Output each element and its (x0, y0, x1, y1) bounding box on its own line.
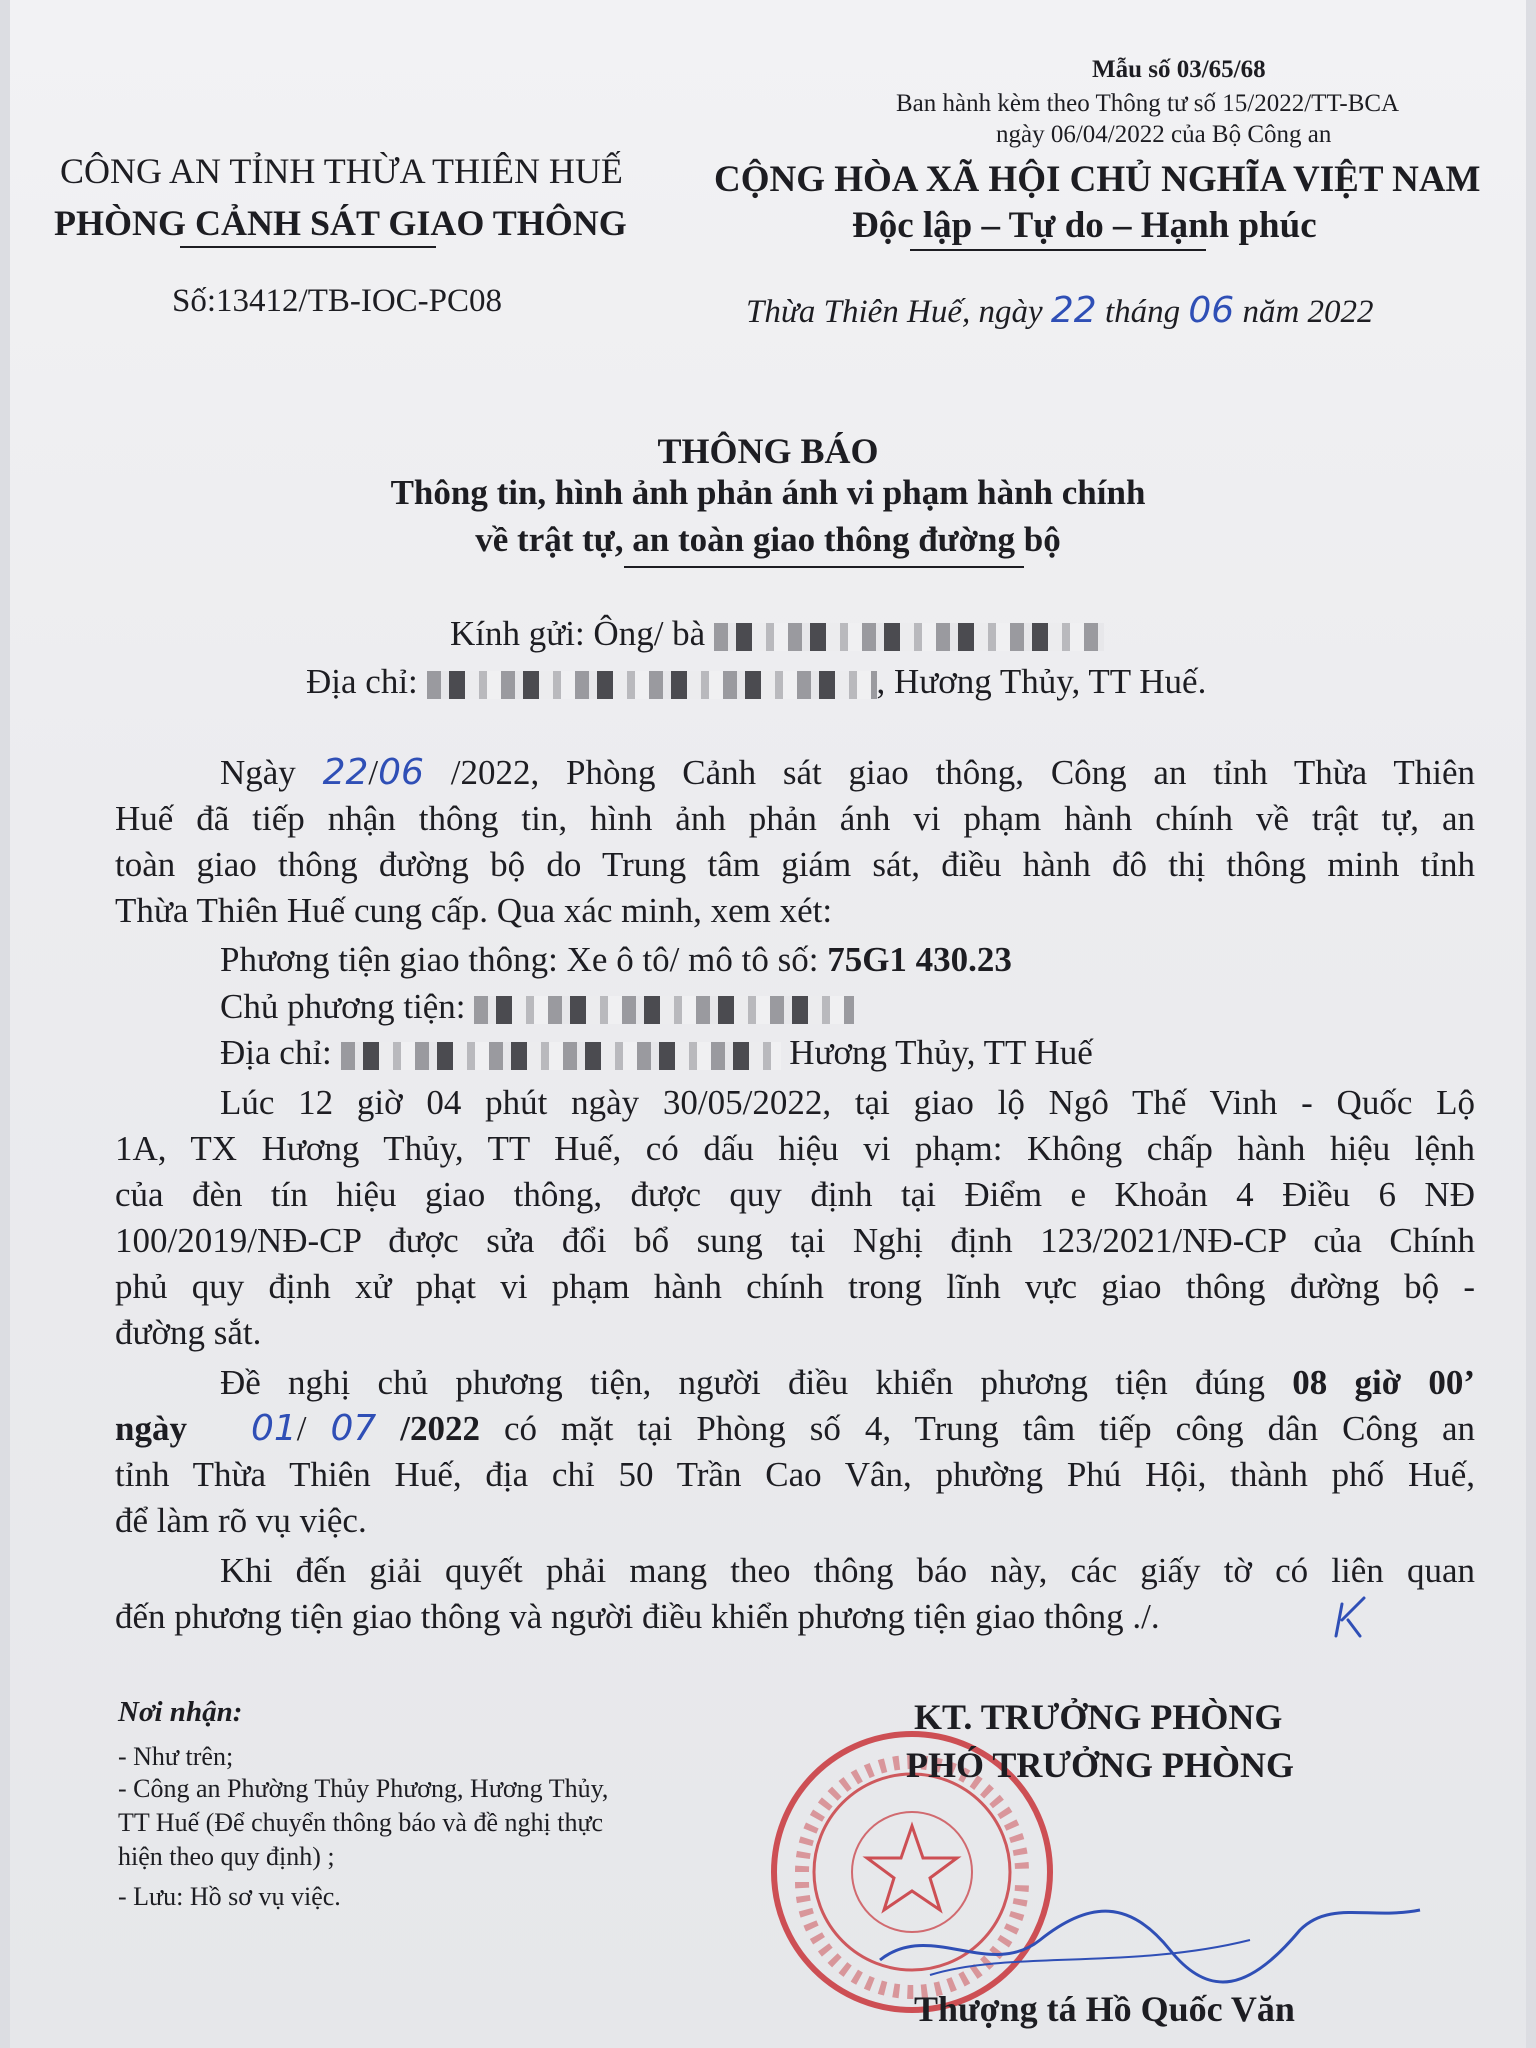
vehicle-label: Phương tiện giao thông: Xe ô tô/ mô tô số: (220, 940, 819, 979)
violation-line-4: 100/2019/NĐ-CP được sửa đổi bổ sung tại Nghị định 123/2021/NĐ-CP của Chính (115, 1221, 1475, 1260)
recipient-address-suffix: , Hương Thủy, TT Huế. (876, 662, 1207, 701)
signer-name: Thượng tá Hồ Quốc Văn (914, 1989, 1295, 2029)
vehicle-line (220, 940, 1012, 980)
recipients-item-2a: - Công an Phường Thủy Phương, Hương Thủy, (118, 1774, 609, 1803)
place-date (746, 290, 1374, 331)
violation-line-6: đường sắt. (115, 1313, 262, 1352)
violation-paragraph (115, 1080, 1475, 1356)
header-rule-right (910, 249, 1206, 251)
document-subtitle-2: về trật tự, an toàn giao thông đường bộ (475, 520, 1061, 559)
request-line-1 (115, 1360, 1475, 1406)
intro-day-handwritten: 22 (322, 752, 369, 793)
date-day-handwritten: 22 (1050, 290, 1097, 331)
owner-address-label: Địa chỉ: (220, 1033, 332, 1072)
violation-line-1: Lúc 12 giờ 04 phút ngày 30/05/2022, tại giao lộ Ngô Thế Vinh - Quốc Lộ (220, 1083, 1475, 1122)
closing-line-2: đến phương tiện giao thông và người điều khiển phương tiện giao thông ./. (115, 1597, 1160, 1636)
date-month-label: tháng (1104, 294, 1181, 330)
request-year: /2022 (400, 1409, 480, 1448)
vehicle-plate: 75G1 430.23 (827, 940, 1012, 979)
national-motto: Độc lập – Tự do – Hạnh phúc (852, 205, 1317, 246)
intro-paragraph (115, 750, 1475, 934)
owner-address-suffix: Hương Thủy, TT Huế (789, 1033, 1093, 1072)
request-paragraph (115, 1360, 1475, 1544)
document-title: THÔNG BÁO (657, 431, 879, 471)
recipients-item-1: - Như trên; (118, 1742, 234, 1771)
agency-name: CÔNG AN TỈNH THỪA THIÊN HUẾ (60, 151, 623, 191)
signature-title-2: PHÓ TRƯỞNG PHÒNG (906, 1745, 1295, 1785)
closing-line-1: Khi đến giải quyết phải mang theo thông báo này, các giấy tờ có liên quan (220, 1551, 1475, 1590)
form-number: Mẫu số 03/65/68 (1092, 56, 1266, 83)
recipient-label: Kính gửi: Ông/ bà (450, 614, 706, 653)
recipients-item-2c: hiện theo quy định) ; (118, 1842, 335, 1871)
redacted-owner-address (341, 1042, 781, 1070)
owner-address-line (220, 1033, 1093, 1073)
country-name: CỘNG HÒA XÃ HỘI CHỦ NGHĨA VIỆT NAM (714, 159, 1481, 200)
request-day-handwritten: 01 (250, 1408, 297, 1449)
redacted-recipient-address (427, 671, 877, 699)
request-month-handwritten: 07 (330, 1408, 377, 1449)
document-page (10, 0, 1526, 2048)
intro-line-3: toàn giao thông đường bộ do Trung tâm giám sát, điều hành đô thị thông minh tỉnh (115, 845, 1475, 884)
form-issued-with: Ban hành kèm theo Thông tư số 15/2022/TT-BCA (896, 90, 1400, 117)
recipient-address-label: Địa chỉ: (306, 662, 418, 701)
request-day-label: ngày (115, 1409, 187, 1448)
intro-line-1-rest: /2022, Phòng Cảnh sát giao thông, Công an tỉnh Thừa Thiên (450, 753, 1475, 792)
violation-line-5: phủ quy định xử phạt vi phạm hành chính trong lĩnh vực giao thông đường bộ - (115, 1267, 1475, 1306)
date-month-handwritten: 06 (1188, 290, 1235, 331)
intro-line-1: Ngày 22/06 /2022, Phòng Cảnh sát giao thông, Công an tỉnh Thừa Thiên (220, 752, 1475, 793)
violation-line-2: 1A, TX Hương Thủy, TT Huế, có dấu hiệu vi phạm: Không chấp hành hiệu lệnh (115, 1129, 1475, 1168)
intro-line-2: Huế đã tiếp nhận thông tin, hình ảnh phản ánh vi phạm hành chính về trật tự, an (115, 799, 1475, 838)
request-line-4: để làm rõ vụ việc. (115, 1501, 367, 1540)
redacted-owner-name (474, 996, 854, 1024)
intro-date-prefix: Ngày (220, 753, 296, 792)
form-issued-date: ngày 06/04/2022 của Bộ Công an (996, 121, 1332, 148)
department-name: PHÒNG CẢNH SÁT GIAO THÔNG (54, 203, 627, 243)
document-number: Số:13412/TB-IOC-PC08 (172, 283, 503, 319)
intro-month-handwritten: 06 (378, 752, 424, 793)
initial-mark (1330, 1590, 1390, 1642)
recipients-item-2b: TT Huế (Để chuyển thông báo và đề nghị thực (118, 1808, 604, 1837)
redacted-recipient-name (714, 623, 1104, 651)
handwritten-signature (870, 1880, 1430, 2000)
date-prefix: Thừa Thiên Huế, ngày (746, 294, 1043, 330)
request-time: 08 giờ 00’ (1292, 1363, 1476, 1402)
intro-line-4: Thừa Thiên Huế cung cấp. Qua xác minh, xem xét: (115, 891, 833, 930)
recipients-item-3: - Lưu: Hồ sơ vụ việc. (118, 1882, 341, 1911)
signature-title-1: KT. TRƯỞNG PHÒNG (914, 1697, 1283, 1737)
closing-paragraph (115, 1548, 1475, 1640)
request-line-2: ngày 01/ 07 /2022 có mặt tại Phòng số 4, Trung tâm tiếp công dân Công an (115, 1408, 1475, 1449)
violation-line-3: của đèn tín hiệu giao thông, được quy định tại Điểm e Khoản 4 Điều 6 NĐ (115, 1175, 1475, 1214)
request-line-1-text: Đề nghị chủ phương tiện, người điều khiển phương tiện đúng (220, 1363, 1265, 1402)
owner-label: Chủ phương tiện: (220, 987, 466, 1026)
document-subtitle-1: Thông tin, hình ảnh phản ánh vi phạm hành chính (390, 473, 1146, 512)
request-line-2-rest: có mặt tại Phòng số 4, Trung tâm tiếp công dân Công an (503, 1409, 1475, 1448)
recipient-address-line (306, 662, 1206, 702)
recipients-title: Nơi nhận: (118, 1696, 243, 1728)
date-year: năm 2022 (1242, 294, 1374, 330)
request-line-3: tỉnh Thừa Thiên Huế, địa chỉ 50 Trần Cao Vân, phường Phú Hội, thành phố Huế, (115, 1455, 1475, 1494)
title-rule (624, 566, 1024, 568)
recipient-line (450, 614, 1104, 654)
header-rule-left (180, 246, 436, 248)
owner-line (220, 987, 854, 1027)
